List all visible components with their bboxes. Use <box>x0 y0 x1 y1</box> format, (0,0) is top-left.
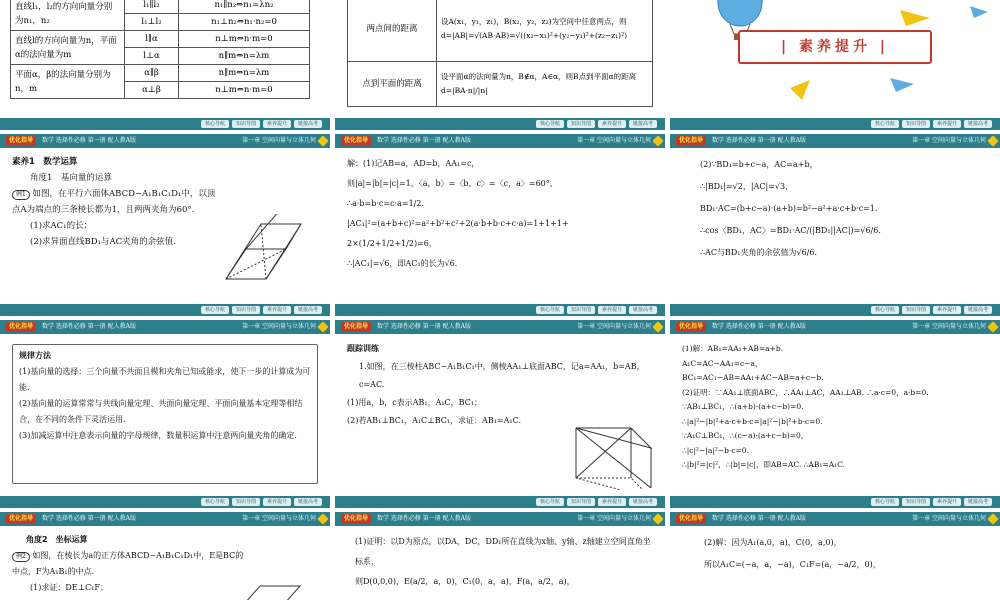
chapter-title: 第一章 空间向量与立体几何 <box>577 137 651 144</box>
pen-icon[interactable] <box>652 135 663 146</box>
nav-button-literacy[interactable]: 素养提升 <box>598 498 626 506</box>
footer-bar <box>335 304 665 316</box>
table-cell: 设A(x₁，y₁，z₁)，B(x₂，y₂，z₂)为空间中任意两点，则d=|AB|=√(AB·AB)=√((x₂−x₁)²+(y₂−y₁)²+(z₂−z₁)²) <box>441 17 628 40</box>
slide-8 <box>335 320 665 508</box>
nav-button-map[interactable]: 知识导图 <box>902 120 930 128</box>
book-title: 数学 选择性必修 第一册 配人教A版 <box>711 515 806 522</box>
slide-4 <box>0 134 330 316</box>
paper-plane-icon <box>890 78 914 92</box>
solution-line: 则D(0,0,0)，E(a/2，a，0)，C₁(0，a，a)，F(a，a/2，a)， <box>355 577 575 586</box>
nav-button-core[interactable]: 核心导航 <box>536 120 564 128</box>
problem-text: 如图，在棱长为a的正方体ABCD−A₁B₁C₁D₁中，E是BC的中点，F为A₁B₁的中点. <box>12 551 244 576</box>
table-row <box>11 0 310 14</box>
method-title: 规律方法 <box>19 351 51 360</box>
footer-bar <box>670 118 1000 130</box>
pen-icon[interactable] <box>652 321 663 332</box>
question-1: (1)用a，b，c表示AB₁，A₁C，BC₁； <box>347 398 483 407</box>
header-bar <box>670 512 1000 526</box>
chapter-title: 第一章 空间向量与立体几何 <box>577 515 651 522</box>
table-cell: l∥α <box>145 34 158 44</box>
nav-button-exam[interactable]: 链接高考 <box>964 498 992 506</box>
paper-plane-icon <box>970 6 988 18</box>
problem-text: 如图，在平行六面体ABCD−A₁B₁C₁D₁中，以顶点A为端点的三条棱长都为1，且两两夹角为60°. <box>12 189 216 215</box>
solution-line: ∴|a|²−|b|²+a·c+b·c=|a|²−|b|²+b·c=0. <box>682 416 823 426</box>
distance-table <box>347 0 653 107</box>
nav-button-core[interactable]: 核心导航 <box>536 306 564 314</box>
sub-heading: 角度1 基向量的运算 <box>30 173 112 183</box>
solution-line: ∵A₁C⊥BC₁，∴(c−a)·(a+c−b)=0， <box>682 431 809 440</box>
nav-button-core[interactable]: 核心导航 <box>201 120 229 128</box>
book-title: 数学 选择性必修 第一册 配人教A版 <box>41 137 136 144</box>
chapter-title: 第一章 空间向量与立体几何 <box>577 323 651 330</box>
table-row <box>348 62 653 107</box>
slide-9 <box>670 320 1000 508</box>
nav-button-exam[interactable]: 链接高考 <box>964 306 992 314</box>
paper-plane-icon <box>900 10 930 26</box>
parallelepiped-figure <box>216 214 316 294</box>
solution-line: 则|a|=|b|=|c|=1，〈a，b〉=〈b，c〉=〈c，a〉=60°， <box>347 179 558 188</box>
solution-line: (2)证明：∵AA₁⊥底面ABC，∴AA₁⊥AC，AA₁⊥AB. ∴a·c=0，a·b=0. <box>682 387 929 397</box>
logo: 优化指导 <box>676 514 706 524</box>
balloon-illustration <box>670 0 1000 130</box>
header-bar <box>335 134 665 148</box>
table-cell: n₁∥n₂⇔n₁=λn₂ <box>214 0 274 10</box>
solution-line: (1)解：AB₁=AA₁+AB=a+b. <box>682 344 784 353</box>
book-title: 数学 选择性必修 第一册 配人教A版 <box>41 323 136 330</box>
nav-button-map[interactable]: 知识导图 <box>232 306 260 314</box>
table-cell: n⊥m⇔n·m=0 <box>215 34 273 44</box>
example-badge: 例2 <box>12 552 30 562</box>
table-cell: α∥β <box>144 68 159 78</box>
nav-button-literacy[interactable]: 素养提升 <box>263 120 291 128</box>
table-cell: α⊥β <box>142 85 161 95</box>
table-cell: 平面α，β的法向量分别为n，m <box>15 69 111 94</box>
method-point: (1)基向量的选择：三个向量不共面且模和夹角已知或能求，使下一步的计算成为可能. <box>19 367 311 392</box>
slide-5 <box>335 134 665 316</box>
nav-button-literacy[interactable]: 素养提升 <box>598 306 626 314</box>
header-bar <box>0 320 330 334</box>
book-title: 数学 选择性必修 第一册 配人教A版 <box>376 323 471 330</box>
slide-1 <box>0 0 330 130</box>
solution-line: BC₁=AC₁−AB=AA₁+AC−AB=a+c−b. <box>682 373 824 382</box>
solution-line: ∴a·b=b·c=c·a=1/2. <box>347 199 424 208</box>
question-1: (1)求AC₁的长； <box>30 221 93 231</box>
book-title: 数学 选择性必修 第一册 配人教A版 <box>41 515 136 522</box>
solution-line: ∴cos〈BD₁，AC〉=BD₁·AC/(|BD₁||AC|)=√6/6. <box>700 226 881 235</box>
nav-button-exam[interactable]: 链接高考 <box>294 498 322 506</box>
book-title: 数学 选择性必修 第一册 配人教A版 <box>376 515 471 522</box>
table-cell: n∥m⇔n=λm <box>218 68 270 78</box>
nav-button-exam[interactable]: 链接高考 <box>629 120 657 128</box>
solution-line: (1)证明：以D为原点，以DA，DC，DD₁所在直线为x轴、y轴、z轴建立空间直角坐标系， <box>355 537 651 566</box>
logo: 优化指导 <box>6 322 36 332</box>
logo: 优化指导 <box>6 136 36 146</box>
nav-button-map[interactable]: 知识导图 <box>232 120 260 128</box>
nav-button-core[interactable]: 核心导航 <box>871 498 899 506</box>
sub-heading: 角度2 坐标运算 <box>26 535 88 544</box>
slide-11 <box>335 512 665 600</box>
solution-line: ∴|b|²=|c|²，∴|b|=|c|，即AB=AC. ∴AB₁=A₁C. <box>682 460 845 469</box>
solution-line: ∴|c|²−|a|²−b·c=0. <box>682 445 749 455</box>
nav-button-map[interactable]: 知识导图 <box>902 498 930 506</box>
chapter-title: 第一章 空间向量与立体几何 <box>912 137 986 144</box>
logo: 优化指导 <box>6 514 36 524</box>
logo: 优化指导 <box>676 136 706 146</box>
header-bar <box>335 512 665 526</box>
nav-button-map[interactable]: 知识导图 <box>232 498 260 506</box>
nav-button-map[interactable]: 知识导图 <box>902 306 930 314</box>
section-banner: | 素养提升 | <box>738 30 932 64</box>
nav-button-literacy[interactable]: 素养提升 <box>263 498 291 506</box>
header-bar <box>670 320 1000 334</box>
header-bar <box>670 134 1000 148</box>
nav-button-core[interactable]: 核心导航 <box>201 306 229 314</box>
question-2: (2)求异面直线BD₁与AC夹角的余弦值. <box>30 237 176 247</box>
solution-line: (2)∵BD₁=b+c−a，AC=a+b， <box>700 160 818 169</box>
nav-button-core[interactable]: 核心导航 <box>201 498 229 506</box>
nav-button-literacy[interactable]: 素养提升 <box>933 306 961 314</box>
pen-icon[interactable] <box>652 513 663 524</box>
book-title: 数学 选择性必修 第一册 配人教A版 <box>376 137 471 144</box>
question-2: (2)若AB₁⊥BC₁，A₁C⊥BC₁，求证：AB₁=A₁C. <box>347 416 521 425</box>
logo: 优化指导 <box>341 136 371 146</box>
header-bar <box>0 134 330 148</box>
table-cell: l₁∥l₂ <box>143 0 160 10</box>
logo: 优化指导 <box>341 514 371 524</box>
nav-button-exam[interactable]: 链接高考 <box>629 498 657 506</box>
question-1: (1)求证：DE⊥C₁F； <box>30 583 108 592</box>
table-row <box>11 31 310 48</box>
nav-button-exam[interactable]: 链接高考 <box>294 120 322 128</box>
footer-bar <box>670 496 1000 508</box>
footer-bar <box>335 118 665 130</box>
nav-button-map[interactable]: 知识导图 <box>567 306 595 314</box>
book-title: 数学 选择性必修 第一册 配人教A版 <box>711 137 806 144</box>
table-cell: 直线l₁，l₂的方向向量分别为n₁，n₂ <box>15 1 113 26</box>
book-title: 数学 选择性必修 第一册 配人教A版 <box>711 323 806 330</box>
chapter-title: 第一章 空间向量与立体几何 <box>242 323 316 330</box>
header-bar <box>335 320 665 334</box>
nav-button-exam[interactable]: 链接高考 <box>294 306 322 314</box>
nav-button-map[interactable]: 知识导图 <box>567 498 595 506</box>
slide-6 <box>670 134 1000 316</box>
table-cell: 设平面α的法向量为n，B∉α，A∈α，则B点到平面α的距离d=|BA·n|/|n| <box>441 72 637 95</box>
method-point: (2)基向量的运算常常与共线向量定理、共面向量定理、平面向量基本定理等相结合，在不同的条件下灵活运用. <box>19 399 303 424</box>
solution-line: ∵AB₁⊥BC₁，∴(a+b)·(a+c−b)=0. <box>682 402 804 411</box>
solution-line: ∴|BD₁|=√2，|AC|=√3， <box>700 182 794 191</box>
nav-button-literacy[interactable]: 素养提升 <box>933 498 961 506</box>
slide-10 <box>0 512 330 600</box>
practice-problem: 1.如图，在三棱柱ABC−A₁B₁C₁中，侧棱AA₁⊥底面ABC，记a=AA₁，b=AB，c=AC. <box>359 362 645 389</box>
nav-button-literacy[interactable]: 素养提升 <box>598 120 626 128</box>
paper-plane-icon <box>790 80 810 100</box>
solution-line: A₁C=AC−AA₁=c−a， <box>682 358 763 368</box>
chapter-title: 第一章 空间向量与立体几何 <box>912 323 986 330</box>
solution-line: ∴|AC₁|=√6，即AC₁的长为√6. <box>347 259 458 268</box>
nav-button-core[interactable]: 核心导航 <box>871 120 899 128</box>
nav-button-map[interactable]: 知识导图 <box>567 120 595 128</box>
solution-line: 2×(1/2+1/2+1/2)=6， <box>347 239 437 248</box>
table-row <box>348 0 653 62</box>
relation-table <box>10 0 310 99</box>
balloon-icon <box>718 0 762 26</box>
solution-line: ∴AC与BD₁夹角的余弦值为√6/6. <box>700 248 818 257</box>
chapter-title: 第一章 空间向量与立体几何 <box>242 515 316 522</box>
table-cell: n₁⊥n₂⇔n₁·n₂=0 <box>211 17 277 27</box>
table-cell: l⊥α <box>143 51 160 61</box>
footer-bar <box>335 496 665 508</box>
cube-figure <box>240 578 310 600</box>
section-heading: 素养1 数学运算 <box>12 157 78 167</box>
pen-icon[interactable] <box>987 513 998 524</box>
solution-line: (2)解：因为A₁(a,0，a)，C(0，a,0)， <box>704 538 842 547</box>
method-point: (3)加减运算中注意表示向量的字母规律，数量积运算中注意两向量夹角的确定. <box>19 431 297 440</box>
footer-bar <box>0 304 330 316</box>
nav-button-core[interactable]: 核心导航 <box>871 306 899 314</box>
logo: 优化指导 <box>341 322 371 332</box>
nav-button-exam[interactable]: 链接高考 <box>964 120 992 128</box>
nav-button-core[interactable]: 核心导航 <box>536 498 564 506</box>
table-cell: n⊥m⇔n·m=0 <box>215 85 273 95</box>
pen-icon[interactable] <box>987 321 998 332</box>
nav-button-exam[interactable]: 链接高考 <box>629 306 657 314</box>
slide-3 <box>670 0 1000 130</box>
prism-figure <box>571 420 661 490</box>
slide-2 <box>335 0 665 130</box>
slide-7 <box>0 320 330 508</box>
example-badge: 例1 <box>12 190 30 200</box>
chapter-title: 第一章 空间向量与立体几何 <box>912 515 986 522</box>
pen-icon[interactable] <box>317 321 328 332</box>
solution-line: |AC₁|²=(a+b+c)²=a²+b²+c²+2(a·b+b·c+c·a)=1+1+1+ <box>347 219 569 228</box>
table-cell: l₁⊥l₂ <box>141 17 162 27</box>
nav-button-literacy[interactable]: 素养提升 <box>263 306 291 314</box>
solution-line: 解：(1)记AB=a，AD=b，AA₁=c， <box>347 159 480 168</box>
table-cell: 两点间的距离 <box>366 24 418 34</box>
footer-bar <box>0 496 330 508</box>
header-bar <box>0 512 330 526</box>
footer-bar <box>670 304 1000 316</box>
pen-icon[interactable] <box>317 135 328 146</box>
practice-title: 跟踪训练 <box>347 344 379 353</box>
solution-line: 所以A₁C=(−a，a，−a)，C₁F=(a，−a/2，0)， <box>704 560 881 569</box>
table-cell: 直线l的方向向量为n，平面α的法向量为m <box>15 35 117 60</box>
pen-icon[interactable] <box>987 135 998 146</box>
table-row <box>11 65 310 82</box>
footer-bar <box>0 118 330 130</box>
logo: 优化指导 <box>676 322 706 332</box>
table-cell: 点到平面的距离 <box>362 79 422 89</box>
nav-button-literacy[interactable]: 素养提升 <box>933 120 961 128</box>
chapter-title: 第一章 空间向量与立体几何 <box>242 137 316 144</box>
slide-12 <box>670 512 1000 600</box>
pen-icon[interactable] <box>317 513 328 524</box>
solution-line: BD₁·AC=(b+c−a)·(a+b)=b²−a²+a·c+b·c=1. <box>700 204 878 213</box>
table-cell: n∥m⇔n=λm <box>218 51 270 61</box>
